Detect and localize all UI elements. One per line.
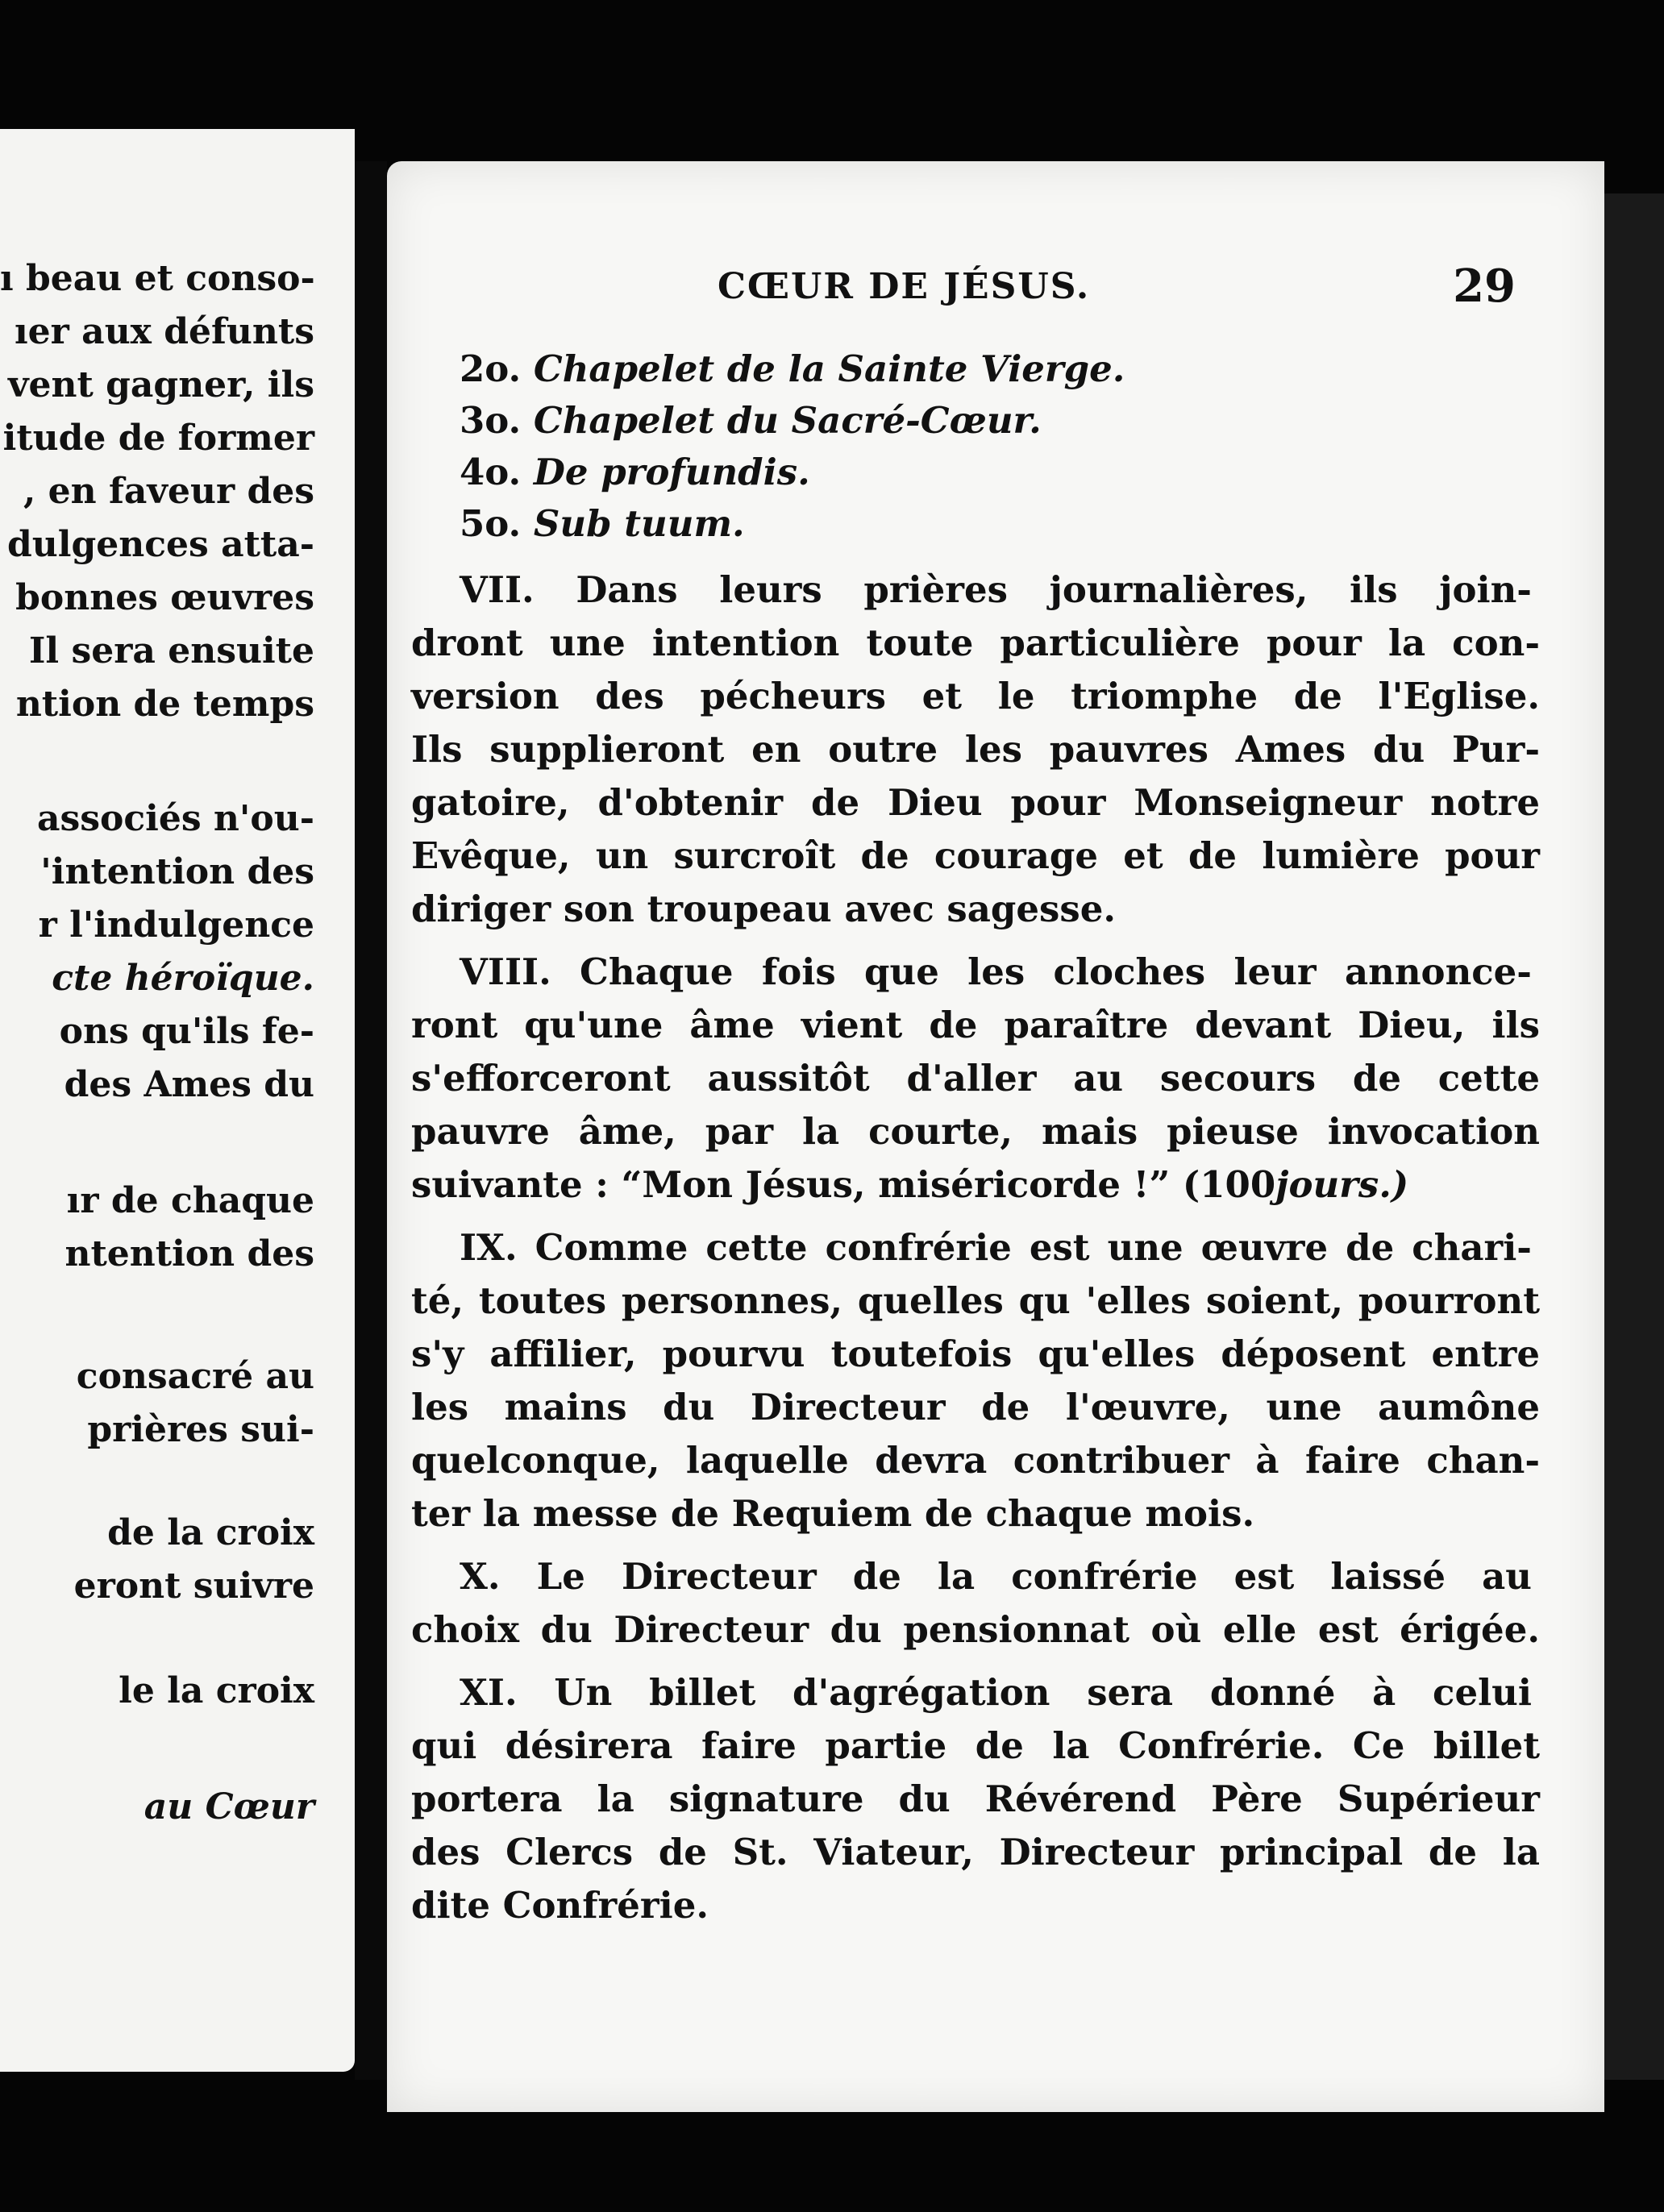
list-text: Chapelet de la Sainte Vierge. <box>533 347 1125 390</box>
list-number: 3o. <box>460 399 522 442</box>
text-line: gatoire, d'obtenir de Dieu pour Monseigneur notre <box>411 781 1540 824</box>
list-text: De profundis. <box>533 451 810 493</box>
left-line: bonnes œuvres <box>15 577 314 618</box>
left-line: cte héroïque. <box>52 958 314 999</box>
text-line: dite Confrérie. <box>411 1884 709 1927</box>
text-line: choix du Directeur du pensionnat où elle est érigée. <box>411 1608 1540 1651</box>
left-line: au Cœur <box>144 1786 314 1827</box>
list-text: Chapelet du Sacré-Cœur. <box>533 399 1042 442</box>
left-line: vent gagner, ils <box>7 364 314 405</box>
left-page <box>0 129 355 2072</box>
text-segment-italic: jours.) <box>1275 1163 1409 1206</box>
book-gutter <box>355 161 387 2080</box>
text-line: s'efforceront aussitôt d'aller au secours de cette <box>411 1057 1540 1100</box>
left-line: ntention des <box>64 1233 314 1274</box>
text-line: IX. Comme cette confrérie est une œuvre de chari- <box>460 1226 1532 1269</box>
text-line: dront une intention toute particulière pour la con- <box>411 622 1540 664</box>
left-line: des Ames du <box>64 1064 314 1105</box>
page-edge <box>1604 193 1664 2080</box>
left-line: ntion de temps <box>15 684 314 725</box>
left-line: ıer aux défunts <box>14 311 314 352</box>
left-line: prières sui- <box>87 1409 314 1450</box>
text-line: té, toutes personnes, quelles qu 'elles soient, pourront <box>411 1279 1540 1322</box>
left-line: ır de chaque <box>66 1180 314 1221</box>
text-line: X. Le Directeur de la confrérie est laissé au <box>460 1555 1532 1598</box>
text-line: XI. Un billet d'agrégation sera donné à celui <box>460 1671 1532 1714</box>
text-line: pauvre âme, par la courte, mais pieuse invocation <box>411 1110 1540 1153</box>
left-line: dulgences atta- <box>6 524 314 565</box>
left-line: le la croix <box>119 1670 314 1711</box>
left-line: associés n'ou- <box>36 798 314 839</box>
running-head: CŒUR DE JÉSUS. <box>718 266 1091 307</box>
list-number: 5o. <box>460 502 522 545</box>
list-text: Sub tuum. <box>533 502 745 545</box>
left-line: ı beau et conso- <box>0 258 315 299</box>
text-line: portera la signature du Révérend Père Supérieur <box>411 1778 1540 1820</box>
text-line: qui désirera faire partie de la Confrérie. Ce billet <box>411 1724 1540 1767</box>
text-line: ter la messe de Requiem de chaque mois. <box>411 1492 1255 1535</box>
text-line: version des pécheurs et le triomphe de l'Eglise. <box>411 675 1540 717</box>
text-line: Evêque, un surcroît de courage et de lumière pour <box>411 834 1540 877</box>
list-item <box>460 500 1588 548</box>
text-line: diriger son troupeau avec sagesse. <box>411 888 1116 930</box>
text-line: VIII. Chaque fois que les cloches leur annonce- <box>460 950 1532 993</box>
text-line: les mains du Directeur de l'œuvre, une aumône <box>411 1386 1540 1428</box>
page-number: 29 <box>1453 260 1516 313</box>
list-number: 4o. <box>460 451 522 493</box>
right-page <box>387 161 1604 2112</box>
text-line: quelconque, laquelle devra contribuer à faire chan- <box>411 1439 1540 1482</box>
left-line: ons qu'ils fe- <box>59 1011 314 1052</box>
text-line: VII. Dans leurs prières journalières, ils join- <box>460 568 1532 611</box>
text-line: Ils supplieront en outre les pauvres Ames du Pur- <box>411 728 1540 771</box>
list-item <box>460 397 1588 445</box>
left-line: , en faveur des <box>23 471 314 512</box>
left-line: Il sera ensuite <box>28 630 314 672</box>
text-line: ront qu'une âme vient de paraître devant Dieu, ils <box>411 1004 1540 1046</box>
text-line <box>411 1161 1540 1209</box>
text-line: s'y affilier, pourvu toutefois qu'elles déposent entre <box>411 1333 1540 1375</box>
left-line: de la croix <box>107 1512 314 1553</box>
left-line: consacré au <box>76 1356 314 1397</box>
left-line: r l'indulgence <box>38 904 314 946</box>
left-line: eront suivre <box>73 1565 314 1607</box>
list-item <box>460 345 1588 393</box>
text-segment: suivante : “Mon Jésus, miséricorde !” (100 <box>411 1163 1276 1206</box>
list-item <box>460 448 1588 497</box>
list-number: 2o. <box>460 347 522 390</box>
left-line: 'intention des <box>40 851 314 892</box>
left-line: itude de former <box>2 418 314 459</box>
text-line: des Clercs de St. Viateur, Directeur principal de la <box>411 1831 1540 1873</box>
page-header <box>387 260 1604 331</box>
